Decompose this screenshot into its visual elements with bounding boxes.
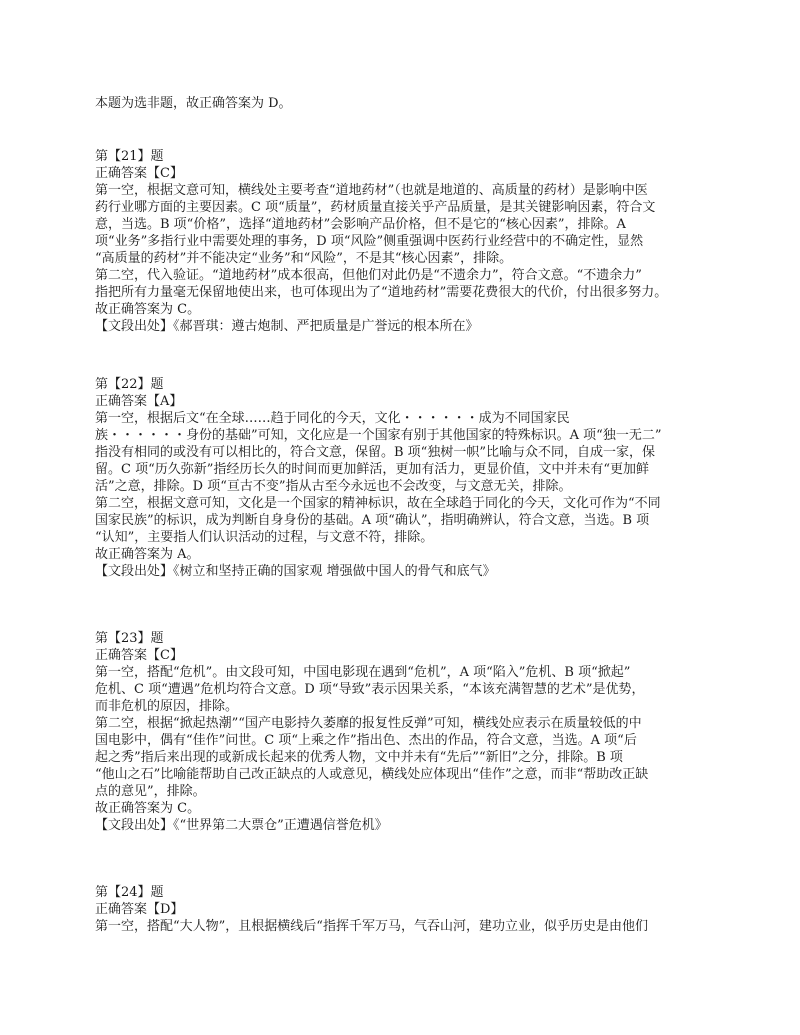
q22-line: 国家民族”的标识，成为判断自身身份的基础。A 项“确认”，指明确辨认，符合文意，当选。B 项 (95, 513, 650, 528)
q21-line: 第二空，代入验证。“道地药材”成本很高，但他们对此仍是“不遗余力”，符合文意。“不遗余力” (95, 268, 642, 283)
q23-line: 国电影中，偶有“佳作”问世。C 项“上乘之作”指出色、杰出的作品，符合文意，当选。A 项“后 (95, 733, 637, 748)
q23-line: 第二空，根据“掀起热潮”“国产电影持久萎靡的报复性反弹”可知，横线处应表示在质量较低的中 (95, 716, 642, 731)
q24-answer: 正确答案【D】 (95, 902, 184, 917)
q23-line: 起之秀”指后来出现的或新成长起来的优秀人物，文中并未有“先后”“新旧”之分，排除。B 项 (95, 750, 623, 765)
q21-line: 意，当选。B 项“价格”，选择“道地药材”会影响产品价格，但不是它的“核心因素”，排除。A (95, 217, 626, 232)
q24-line: 第一空，搭配“大人物”，且根据横线后“指挥千军万马，气吞山河，建功立业，似乎历史是由他们 (95, 919, 648, 934)
q23-line: 危机、C 项“遭遇”危机均符合文意。D 项“导致”表示因果关系，“本该充满智慧的艺术”是优势， (95, 682, 645, 697)
q22-line: 第二空，根据文意可知，文化是一个国家的精神标识，故在全球趋于同化的今天，文化可作为“不同 (95, 496, 661, 511)
q21-line: 药行业哪方面的主要因素。C 项“质量”，药材质量直接关乎产品质量，是其关键影响因素，符合文 (95, 200, 656, 215)
q23-line: “他山之石”比喻能帮助自己改正缺点的人或意见，横线处应体现出“佳作”之意，而非“帮助改正缺 (95, 767, 649, 782)
q23-line: 而非危机的原因，排除。 (95, 699, 239, 714)
q21-line: 指把所有力量毫无保留地使出来，也可体现出为了“道地药材”需要花费很大的代价，付出很多努力。 (95, 285, 668, 300)
q22-line: 族・・・・・・身份的基础”可知，文化应是一个国家有别于其他国家的特殊标识。A 项“独一无二” (95, 428, 662, 443)
q21-line: 故正确答案为 C。 (95, 302, 201, 317)
q22-line: 活”之意，排除。D 项“亘古不变”指从古至今永远也不会改变，与文意无关，排除。 (95, 479, 572, 494)
q21-line: “高质量的药材”并不能决定“业务”和“风险”，不是其“核心因素”，排除。 (95, 251, 513, 266)
q21-source: 【文段出处】《郝晋琪：遵古炮制、严把质量是广誉远的根本所在》 (95, 319, 479, 334)
q23-line: 点的意见”，排除。 (95, 784, 206, 799)
q24-title: 第【24】题 (95, 885, 164, 900)
q23-line: 第一空，搭配“危机”。由文段可知，中国电影现在遇到“危机”，A 项“陷入”危机、B 项“掀起” (95, 665, 631, 680)
q23-line: 故正确答案为 C。 (95, 801, 201, 816)
q22-source: 【文段出处】《树立和坚持正确的国家观 增强做中国人的骨气和底气》 (95, 564, 496, 579)
q23-answer: 正确答案【C】 (95, 648, 183, 663)
q22-title: 第【22】题 (95, 377, 164, 392)
q22-line: 故正确答案为 A。 (95, 547, 200, 562)
q21-line: 项“业务”多指行业中需要处理的事务，D 项“风险”侧重强调中医药行业经营中的不确定性，显然 (95, 234, 644, 249)
q22-line: 留。C 项“历久弥新”指经历长久的时间而更加鲜活，更加有活力，更显价值，文中并未有“更加鲜 (95, 462, 650, 477)
q21-title: 第【21】题 (95, 149, 164, 164)
q22-line: 指没有相同的或没有可以相比的，符合文意，保留。B 项“独树一帜”比喻与众不同，自成一家，保 (95, 445, 655, 460)
q22-line: 第一空，根据后文“在全球……趋于同化的今天，文化・・・・・・成为不同国家民 (95, 411, 570, 426)
q23-source: 【文段出处】《“世界第二大票仓”正遭遇信誉危机》 (95, 818, 388, 833)
q22-answer: 正确答案【A】 (95, 394, 183, 409)
q23-title: 第【23】题 (95, 631, 164, 646)
q21-answer: 正确答案【C】 (95, 166, 183, 181)
q21-line: 第一空，根据文意可知，横线处主要考查“道地药材”（也就是地道的、高质量的药材）是影响中医 (95, 183, 648, 198)
intro-conclusion: 本题为选非题，故正确答案为 D。 (95, 96, 292, 111)
q22-line: “认知”，主要指人们认识活动的过程，与文意不符，排除。 (95, 530, 434, 545)
